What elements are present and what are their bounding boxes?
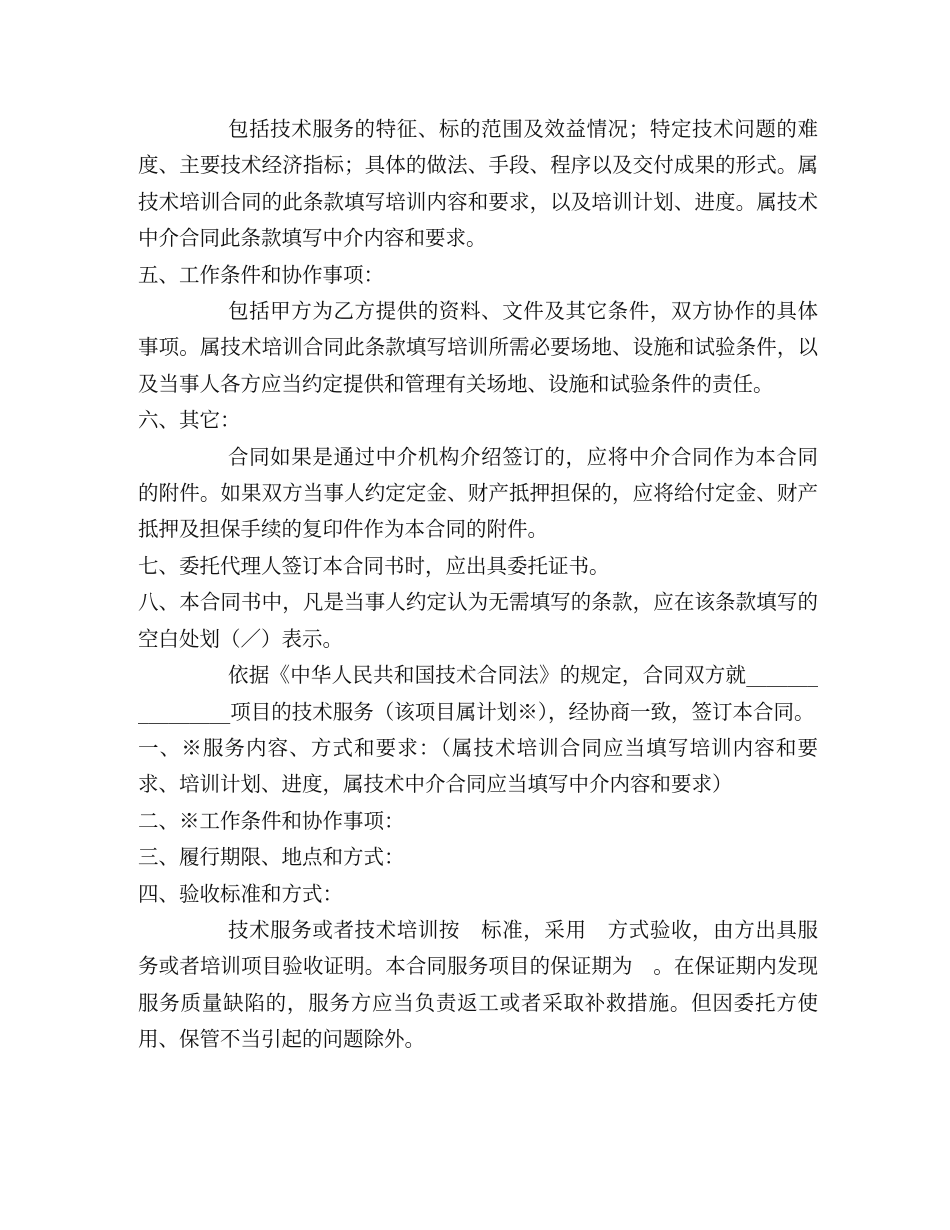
paragraph-service-features: 包括技术服务的特征、标的范围及效益情况；特定技术问题的难度、主要技术经济指标；具体的做法、手段、程序以及交付成果的形式。属技术培训合同的此条款填写培训内容和要求，以及培训计划、进度。属技术中介合同此条款填写中介内容和要求。	[138, 117, 818, 251]
paragraph-intermediary: 合同如果是通过中介机构介绍签订的，应将中介合同作为本合同的附件。如果双方当事人约定定金、财产抵押担保的，应将给付定金、财产抵押及担保手续的复印件作为本合同的附件。	[138, 444, 818, 542]
clause-2-work-conditions: 二、※工作条件和协作事项：	[138, 808, 405, 833]
heading-section-8: 八、本合同书中，凡是当事人约定认为无需填写的条款，应在该条款填写的空白处划（／）表示。	[138, 590, 818, 651]
heading-section-5: 五、工作条件和协作事项：	[138, 262, 384, 287]
document-body	[138, 111, 818, 1058]
clause-4-acceptance-standards: 四、验收标准和方式：	[138, 881, 343, 906]
heading-section-6: 六、其它：	[138, 408, 241, 433]
paragraph-contract-basis: 依据《中华人民共和国技术合同法》的规定，合同双方就________________项目的技术服务（该项目属计划※），经协商一致，签订本合同。	[138, 663, 818, 724]
paragraph-work-conditions: 包括甲方为乙方提供的资料、文件及其它条件，双方协作的具体事项。属技术培训合同此条款填写培训所需必要场地、设施和试验条件，以及当事人各方应当约定提供和管理有关场地、设施和试验条件的责任。	[138, 299, 818, 396]
clause-1-service-content: 一、※服务内容、方式和要求：（属技术培训合同应当填写培训内容和要求、培训计划、进度，属技术中介合同应当填写中介内容和要求）	[138, 735, 818, 797]
heading-section-7: 七、委托代理人签订本合同书时，应出具委托证书。	[138, 553, 610, 578]
paragraph-acceptance-details: 技术服务或者技术培训按 标准，采用 方式验收，由方出具服务或者培训项目验收证明。本合同服务项目的保证期为 。在保证期内发现服务质量缺陷的，服务方应当负责返工或者采取补救措施。但因委托方使用、保管不当引起的问题除外。	[138, 917, 818, 1052]
clause-3-performance-terms: 三、履行期限、地点和方式：	[138, 845, 405, 870]
